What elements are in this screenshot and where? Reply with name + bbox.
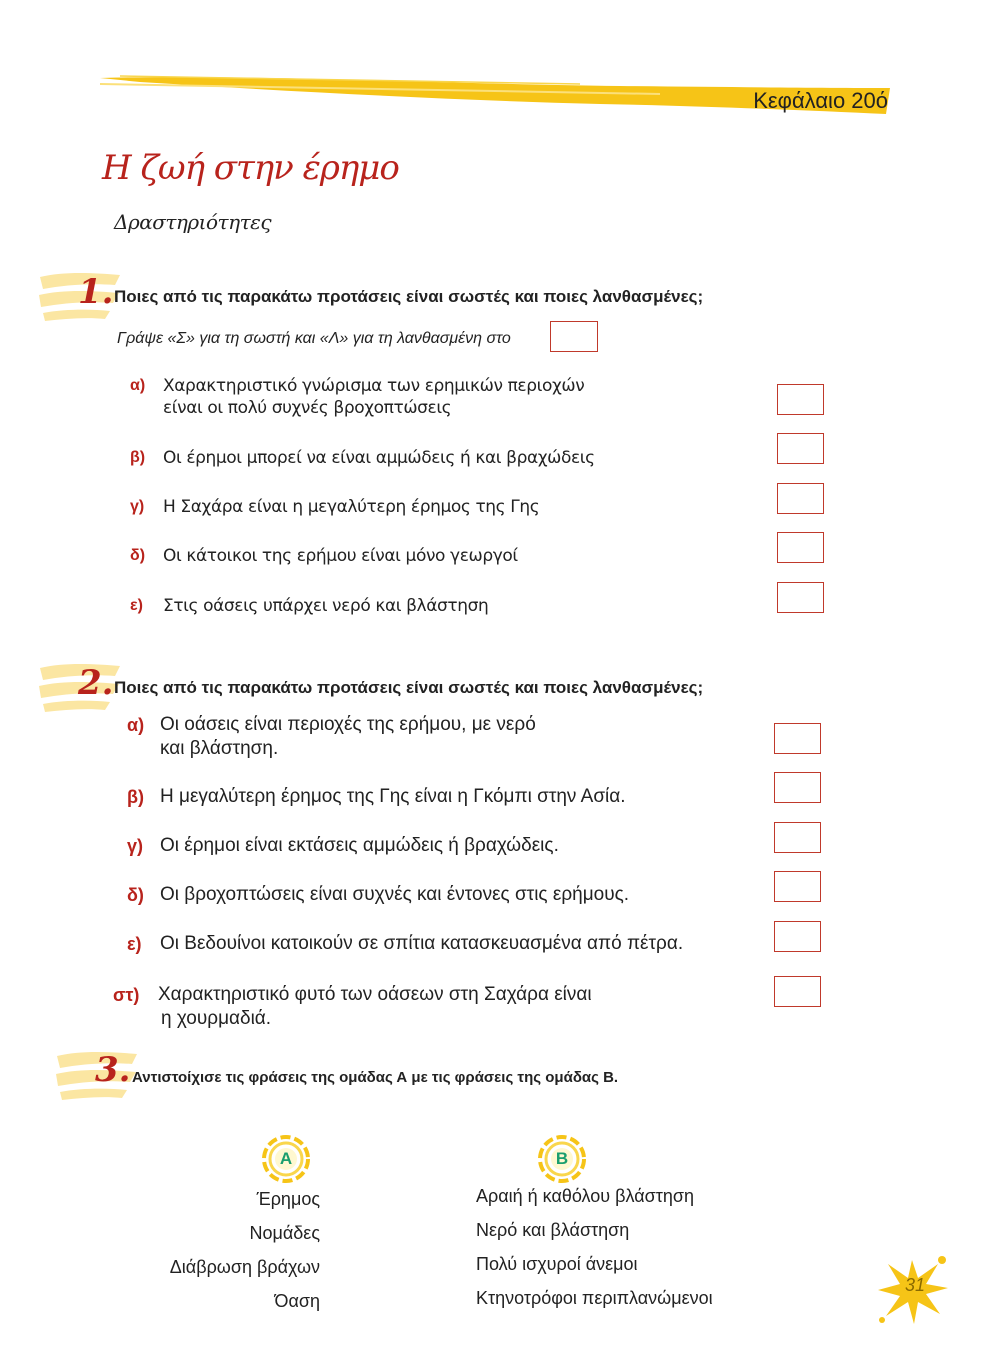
ex1-item-b-text: Οι έρημοι μπορεί να είναι αμμώδεις ή και βραχώδεις	[163, 448, 595, 468]
page-number: 31	[905, 1275, 926, 1295]
exercise-2-number: 2.	[78, 663, 114, 703]
ex2-item-b-text: Η μεγαλύτερη έρημος της Γης είναι η Γκόμπι στην Ασία.	[160, 786, 626, 807]
group-a-item[interactable]: Όαση	[274, 1291, 320, 1311]
group-b-item[interactable]: Πολύ ισχυροί άνεμοι	[476, 1254, 638, 1274]
ex2-item-e-text: Οι Βεδουίνοι κατοικούν σε σπίτια κατασκευασμένα από πέτρα.	[160, 933, 684, 954]
exercise-3-number: 3.	[95, 1050, 131, 1090]
page-title: Η ζωή στην έρημο	[102, 148, 399, 188]
ex2-item-f-answer-box[interactable]	[774, 976, 821, 1007]
group-a-label: Α	[279, 1149, 293, 1168]
ex2-item-b-answer-box[interactable]	[774, 772, 821, 803]
ex1-item-d-text: Οι κάτοικοι της ερήμου είναι μόνο γεωργοί	[163, 546, 518, 566]
section-subtitle: Δραστηριότητες	[114, 210, 272, 234]
ex2-item-e-answer-box[interactable]	[774, 921, 821, 952]
ex2-item-d-answer-box[interactable]	[774, 871, 821, 902]
ex2-item-d-label: δ)	[127, 885, 144, 905]
instruction-sample-box	[550, 321, 598, 352]
exercise-1-instruction: Γράψε «Σ» για τη σωστή και «Λ» για τη λανθασμένη στο	[117, 330, 511, 347]
ex1-item-b-answer-box[interactable]	[777, 433, 824, 464]
ex1-item-b-label: β)	[130, 449, 146, 466]
ex1-item-d-answer-box[interactable]	[777, 532, 824, 563]
ex2-item-f-label: στ)	[113, 985, 140, 1005]
ex1-item-a-text: Χαρακτηριστικό γνώρισμα των ερημικών περιοχών είναι οι πολύ συχνές βροχοπτώσεις	[163, 376, 585, 418]
group-b-label: Β	[555, 1149, 569, 1168]
ex1-item-a-label: α)	[130, 377, 146, 394]
ex1-item-c-text: Η Σαχάρα είναι η μεγαλύτερη έρημος της Γης	[163, 497, 540, 517]
group-b-item[interactable]: Νερό και βλάστηση	[476, 1220, 630, 1240]
group-a-item[interactable]: Έρημος	[256, 1189, 320, 1209]
exercise-3-question: Αντιστοίχισε τις φράσεις της ομάδας Α με τις φράσεις της ομάδας Β.	[132, 1069, 619, 1086]
ex1-item-c-label: γ)	[130, 498, 145, 515]
group-b-item[interactable]: Αραιή ή καθόλου βλάστηση	[476, 1186, 694, 1206]
ex2-item-d-text: Οι βροχοπτώσεις είναι συχνές και έντονες στις ερήμους.	[160, 884, 630, 905]
ex1-item-e-label: ε)	[130, 597, 143, 614]
group-a-item[interactable]: Νομάδες	[249, 1223, 320, 1243]
ex1-item-a-answer-box[interactable]	[777, 384, 824, 415]
group-b-item[interactable]: Κτηνοτρόφοι περιπλανώμενοι	[476, 1288, 713, 1308]
ex1-item-e-text: Στις οάσεις υπάρχει νερό και βλάστηση	[163, 596, 489, 616]
ex1-item-d-label: δ)	[130, 547, 146, 564]
ex2-item-a-answer-box[interactable]	[774, 723, 821, 754]
group-a-item[interactable]: Διάβρωση βράχων	[169, 1257, 320, 1277]
exercise-1-question: Ποιες από τις παρακάτω προτάσεις είναι σωστές και ποιες λανθασμένες;	[114, 287, 704, 306]
ex1-item-e-answer-box[interactable]	[777, 582, 824, 613]
ex2-item-c-answer-box[interactable]	[774, 822, 821, 853]
exercise-2-question: Ποιες από τις παρακάτω προτάσεις είναι σωστές και ποιες λανθασμένες;	[114, 678, 704, 697]
ex2-item-f-text: Χαρακτηριστικό φυτό των οάσεων στη Σαχάρα είναι η χουρμαδιά.	[158, 984, 592, 1029]
exercise-1-number: 1.	[78, 272, 114, 312]
ex2-item-a-label: α)	[127, 715, 145, 735]
ex2-item-b-label: β)	[127, 787, 144, 807]
ex2-item-e-label: ε)	[127, 934, 142, 954]
ex1-item-c-answer-box[interactable]	[777, 483, 824, 514]
ex2-item-a-text: Οι οάσεις είναι περιοχές της ερήμου, με νερό και βλάστηση.	[160, 714, 536, 759]
ex2-item-c-label: γ)	[127, 836, 144, 856]
ex2-item-c-text: Οι έρημοι είναι εκτάσεις αμμώδεις ή βραχώδεις.	[160, 835, 559, 856]
chapter-title: Κεφάλαιο 20ό	[753, 88, 888, 113]
